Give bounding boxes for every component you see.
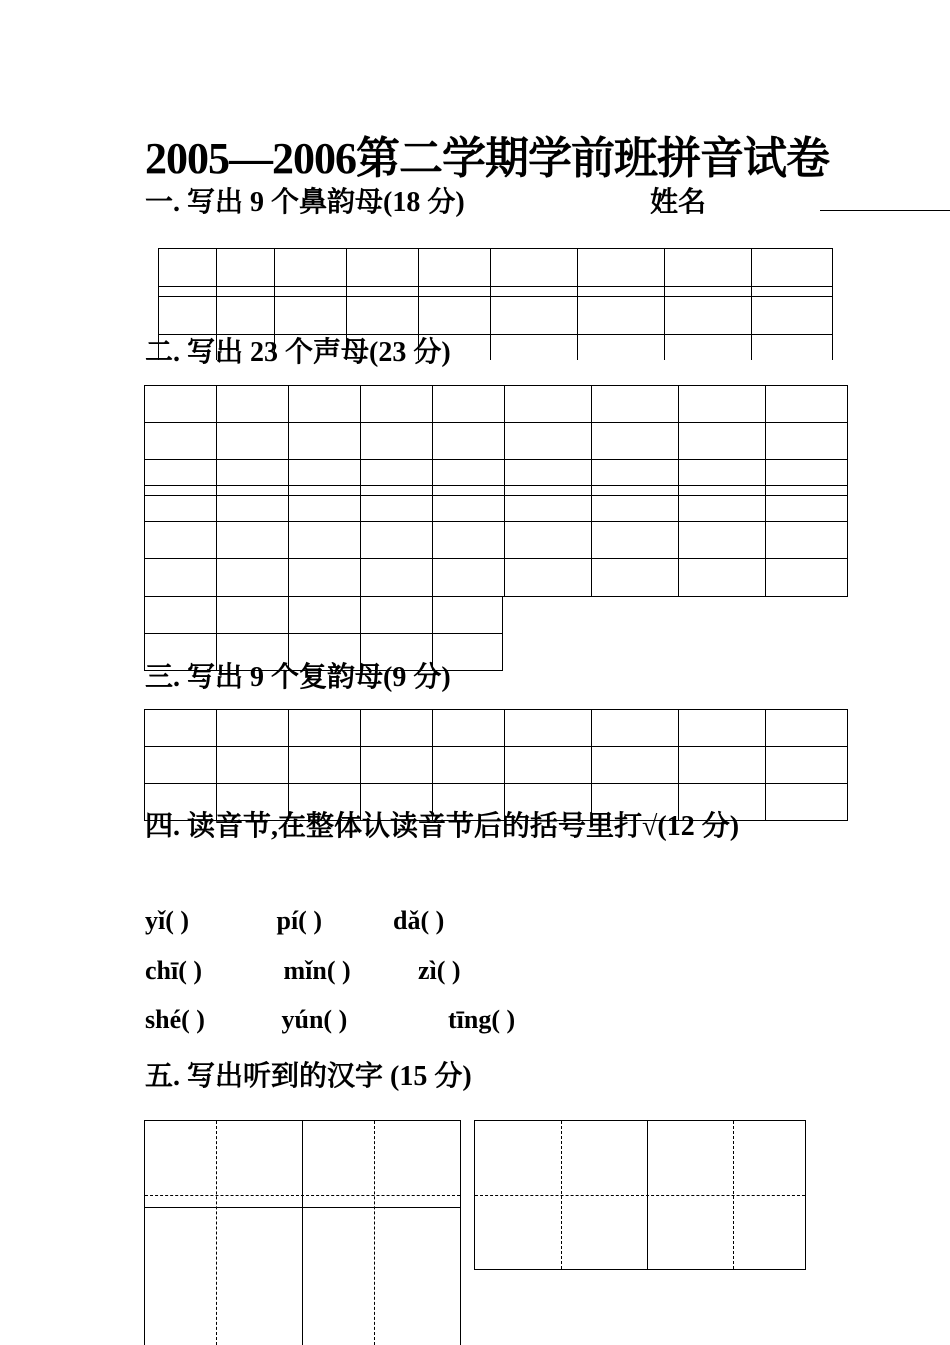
section-4-heading: 四. 读音节,在整体认读音节后的括号里打√(12 分): [145, 811, 740, 842]
pinyin-row-2: [145, 956, 461, 986]
syllable-choice[interactable]: shé( ): [145, 1005, 205, 1034]
syllable-choice[interactable]: mǐn( ): [283, 956, 351, 985]
character-writing-grid-right: [474, 1120, 806, 1270]
syllable-choice[interactable]: zì( ): [418, 956, 461, 985]
syllable-choice[interactable]: dǎ( ): [393, 906, 445, 935]
pinyin-row-3: [145, 1005, 515, 1035]
character-writing-grid-left: [144, 1120, 461, 1345]
syllable-choice[interactable]: pí( ): [276, 906, 322, 935]
name-label: 姓名: [650, 187, 707, 218]
page-title: 2005—2006第二学期学前班拼音试卷: [145, 134, 829, 183]
syllable-choice[interactable]: yǐ( ): [145, 906, 190, 935]
section-2-heading: 二. 写出 23 个声母(23 分): [145, 337, 451, 368]
syllable-choice[interactable]: yún( ): [281, 1005, 348, 1034]
syllable-choice[interactable]: chī( ): [145, 956, 203, 985]
name-input-line[interactable]: [820, 210, 950, 211]
section-1-heading: 一. 写出 9 个鼻韵母(18 分): [145, 187, 465, 218]
section-2-answer-grid: [144, 385, 848, 597]
syllable-choice[interactable]: tīng( ): [448, 1005, 516, 1034]
section-5-heading: 五. 写出听到的汉字 (15 分): [145, 1061, 472, 1092]
section-3-heading: 三. 写出 9 个复韵母(9 分): [145, 662, 451, 693]
pinyin-row-1: [145, 906, 444, 936]
